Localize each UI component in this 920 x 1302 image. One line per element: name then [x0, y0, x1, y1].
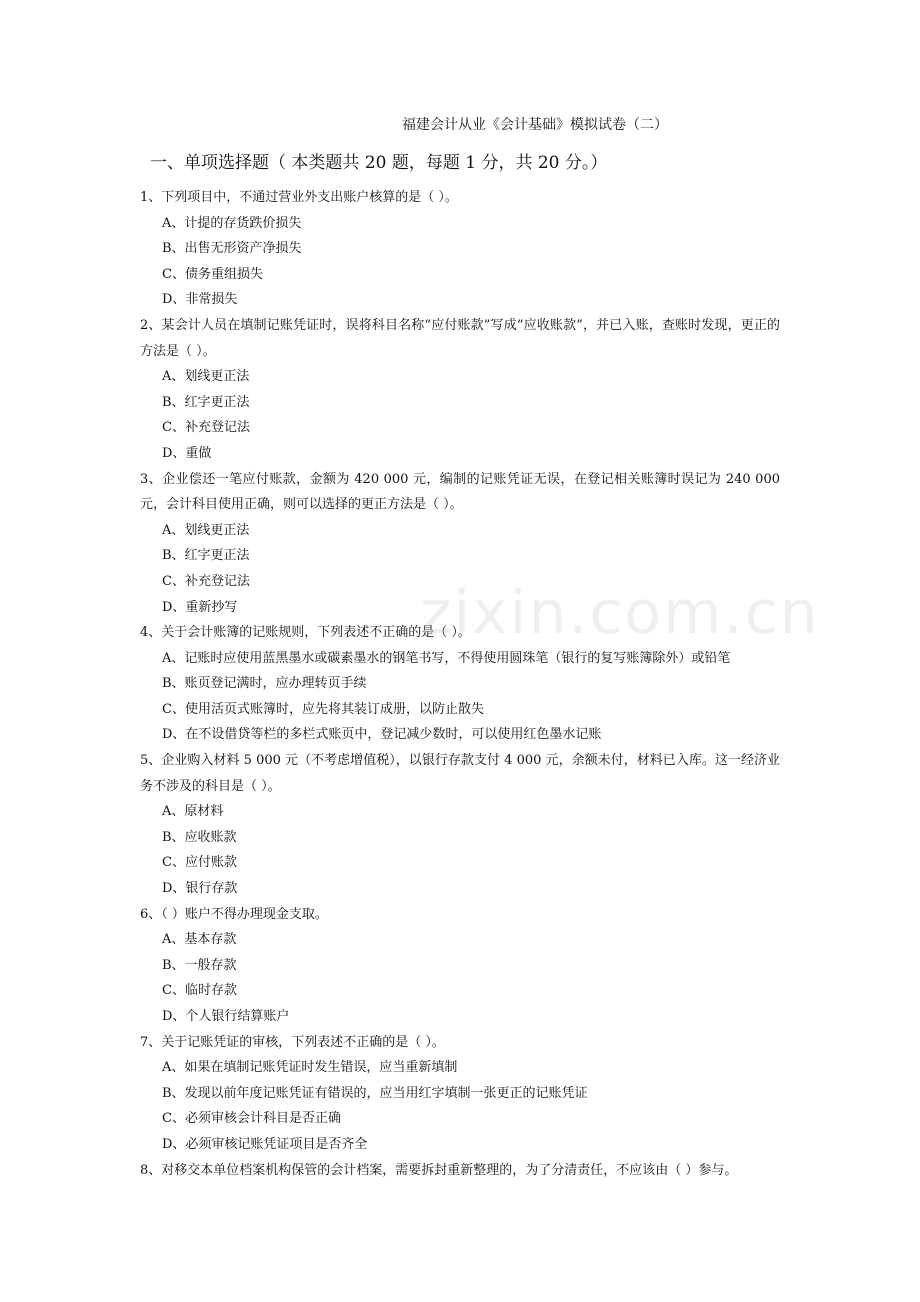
document-title: 福建会计从业《会计基础》模拟试卷（二） [402, 117, 668, 133]
option-b: B、应收账款 [162, 829, 237, 845]
option-d: D、重做 [162, 445, 212, 461]
question-stem: 6、（ ）账户不得办理现金支取。 [140, 906, 328, 922]
option-d: D、必须审核记账凭证项目是否齐全 [162, 1136, 368, 1152]
option-c: C、临时存款 [162, 983, 237, 999]
option-c: C、应付账款 [162, 855, 237, 871]
section-heading: 一、单项选择题（ 本类题共 20 题，每题 1 分，共 20 分。） [150, 153, 608, 173]
option-d: D、在不设借贷等栏的多栏式账页中，登记减少数时，可以使用红色墨水记账 [162, 727, 602, 743]
option-c: C、债务重组损失 [162, 266, 263, 282]
question-stem: 2、某会计人员在填制记账凭证时，误将科目名称“应付账款”写成“应收账款”，并已入账，查账时发现，更正的方法是（ ）。 [140, 317, 780, 359]
option-b: B、出售无形资产净损失 [162, 241, 302, 257]
option-b: B、红字更正法 [162, 548, 250, 564]
option-c: C、必须审核会计科目是否正确 [162, 1111, 341, 1127]
option-a: A、原材料 [162, 804, 224, 820]
question-stem: 8、对移交本单位档案机构保管的会计档案，需要拆封重新整理的，为了分清责任，不应该由（ ）参与。 [140, 1162, 738, 1178]
option-c: C、使用活页式账簿时，应先将其装订成册，以防止散失 [162, 701, 484, 717]
option-b: B、发现以前年度记账凭证有错误的，应当用红字填制一张更正的记账凭证 [162, 1085, 588, 1101]
question-item [140, 313, 780, 467]
option-a: A、如果在填制记账凭证时发生错误，应当重新填制 [162, 1060, 458, 1076]
question-item [140, 902, 780, 1030]
question-item [140, 1158, 780, 1184]
watermark-text: zixin.com.cn [420, 578, 820, 648]
question-item [140, 467, 780, 621]
question-item [140, 620, 780, 748]
option-a: A、记账时应使用蓝黑墨水或碳素墨水的钢笔书写，不得使用圆珠笔（银行的复写账簿除外）或铅笔 [162, 650, 731, 666]
question-stem: 3、企业偿还一笔应付账款，金额为 420 000 元，编制的记账凭证无误，在登记相关账簿时误记为 240 000 元，会计科目使用正确，则可以选择的更正方法是（ ）。 [140, 471, 780, 513]
option-c: C、补充登记法 [162, 420, 250, 436]
question-item [140, 748, 780, 902]
option-d: D、重新抄写 [162, 599, 238, 615]
option-a: A、基本存款 [162, 932, 237, 948]
question-stem: 7、关于记账凭证的审核，下列表述不正确的是（ ）。 [140, 1034, 445, 1050]
option-c: C、补充登记法 [162, 573, 250, 589]
option-b: B、红字更正法 [162, 394, 250, 410]
option-d: D、银行存款 [162, 881, 238, 897]
question-item [140, 1030, 780, 1158]
question-item [140, 185, 780, 313]
option-a: A、计提的存货跌价损失 [162, 215, 302, 231]
question-stem: 5、企业购入材料 5 000 元（不考虑增值税），以银行存款支付 4 000 元，余额未付，材料已入库。这一经济业务不涉及的科目是（ ）。 [140, 753, 780, 794]
question-list [140, 185, 780, 1183]
option-b: B、账页登记满时，应办理转页手续 [162, 676, 367, 692]
question-stem: 4、关于会计账簿的记账规则，下列表述不正确的是（ ）。 [140, 625, 471, 641]
option-a: A、划线更正法 [162, 522, 250, 538]
question-stem: 1、下列项目中，不通过营业外支出账户核算的是（ ）。 [140, 190, 458, 205]
option-b: B、一般存款 [162, 957, 237, 973]
option-a: A、划线更正法 [162, 369, 250, 385]
option-d: D、个人银行结算账户 [162, 1009, 290, 1024]
option-d: D、非常损失 [162, 292, 238, 308]
